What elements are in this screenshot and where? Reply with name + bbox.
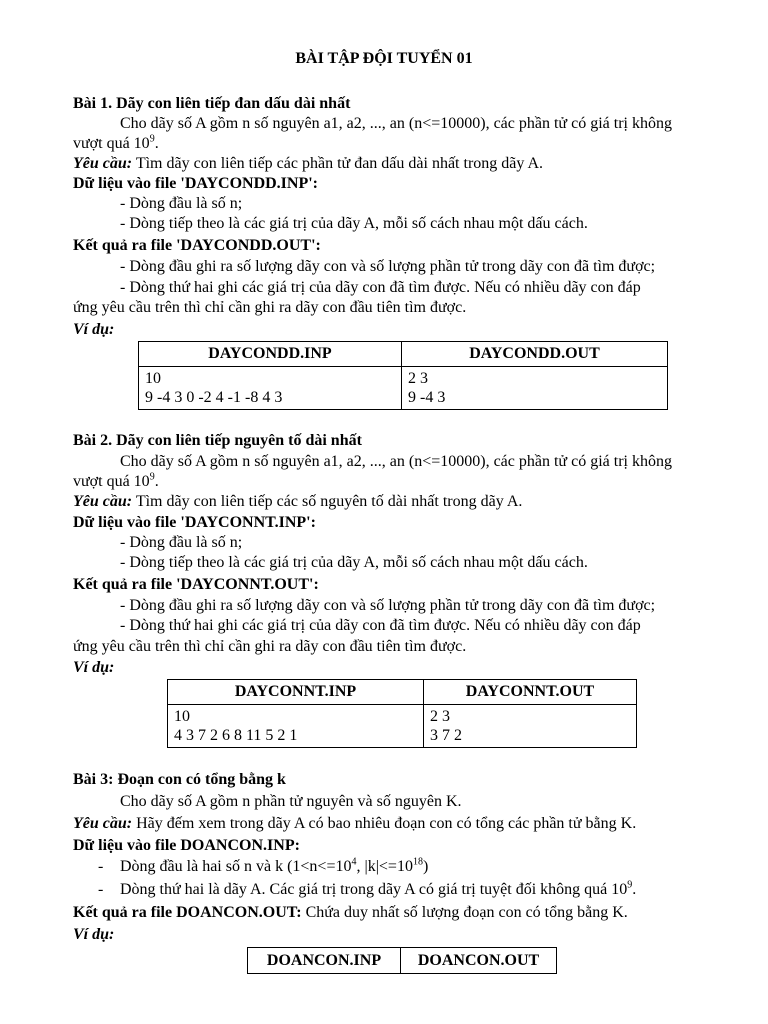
bai3-input-line1-mid: , |k|<=10 bbox=[356, 858, 413, 875]
bai3-requirement-text: Hãy đếm xem trong dãy A có bao nhiêu đoạn con có tổng các phần tử bằng K. bbox=[132, 815, 637, 832]
bai2-table-cell-inp bbox=[168, 705, 424, 748]
bai1-requirement-text: Tìm dãy con liên tiếp các phần tử đan dấu dài nhất trong dãy A. bbox=[132, 155, 544, 172]
bai2-output-line3: ứng yêu cầu trên thì chỉ cần ghi ra dãy con đầu tiên tìm được. bbox=[73, 638, 467, 655]
bai2-input-line2: - Dòng tiếp theo là các giá trị của dãy A, mỗi số cách nhau một dấu cách. bbox=[120, 554, 588, 571]
bai1-requirement-label: Yêu cầu: bbox=[73, 155, 133, 172]
bai1-requirement bbox=[73, 154, 543, 174]
bai1-input-line1: - Dòng đầu là số n; bbox=[120, 195, 243, 212]
bai2-input-line1: - Dòng đầu là số n; bbox=[120, 534, 243, 551]
bai1-desc-line2 bbox=[73, 134, 159, 154]
bai2-output-line1: - Dòng đầu ghi ra số lượng dãy con và số lượng phần tử trong dãy con đã tìm được; bbox=[120, 597, 656, 614]
bai2-example-table bbox=[167, 679, 637, 748]
bai3-requirement bbox=[73, 814, 636, 834]
bai3-input-line2 bbox=[120, 880, 636, 900]
bai2-out-line1: 2 3 bbox=[430, 708, 450, 725]
bai3-example-table bbox=[247, 947, 557, 974]
bai1-desc-line2-text: vượt quá 10 bbox=[73, 135, 150, 152]
bai2-example-label: Ví dụ: bbox=[73, 659, 115, 676]
bai2-table-header-out: DAYCONNT.OUT bbox=[424, 680, 637, 705]
bai3-output bbox=[73, 903, 628, 923]
bai3-input-line1-exponent-n: 4 bbox=[351, 856, 357, 868]
bai3-example-label: Ví dụ: bbox=[73, 926, 115, 943]
bai3-table-header-inp: DOANCON.INP bbox=[248, 948, 401, 974]
bai3-heading: Bài 3: Đoạn con có tổng bằng k bbox=[73, 771, 286, 788]
bai2-desc-line2-text: vượt quá 10 bbox=[73, 473, 150, 490]
bai1-desc-line1: Cho dãy số A gồm n số nguyên a1, a2, ..., an (n<=10000), các phần tử có giá trị không bbox=[120, 115, 672, 132]
bai2-desc-line2-exponent: 9 bbox=[149, 471, 155, 483]
bai2-out-line2: 3 7 2 bbox=[430, 727, 462, 744]
bai2-table-cell-out bbox=[424, 705, 637, 748]
bai1-output-line1: - Dòng đầu ghi ra số lượng dãy con và số lượng phần tử trong dãy con đã tìm được; bbox=[120, 258, 656, 275]
bai3-table-header-out: DOANCON.OUT bbox=[401, 948, 557, 974]
bai2-output-heading: Kết quả ra file 'DAYCONNT.OUT': bbox=[73, 576, 319, 593]
bai1-table-header-inp: DAYCONDD.INP bbox=[139, 342, 402, 367]
bai1-out-line1: 2 3 bbox=[408, 370, 428, 387]
bai3-bullet-dash-1: - bbox=[98, 858, 104, 875]
bai1-example-table bbox=[138, 341, 668, 410]
bai3-input-line2-exponent: 9 bbox=[627, 879, 633, 891]
bai1-table-cell-inp bbox=[139, 367, 402, 410]
bai2-heading: Bài 2. Dãy con liên tiếp nguyên tố dài nhất bbox=[73, 432, 362, 449]
bai2-desc-line2 bbox=[73, 472, 159, 492]
bai1-inp-line1: 10 bbox=[145, 370, 161, 387]
bai1-output-line3: ứng yêu cầu trên thì chỉ cần ghi ra dãy con đầu tiên tìm được. bbox=[73, 299, 467, 316]
bai3-input-heading: Dữ liệu vào file DOANCON.INP: bbox=[73, 837, 300, 854]
bai3-input-line2-text: Dòng thứ hai là dãy A. Các giá trị trong dãy A có giá trị tuyệt đối không quá 10 bbox=[120, 881, 628, 898]
bai2-requirement-text: Tìm dãy con liên tiếp các số nguyên tố dài nhất trong dãy A. bbox=[132, 493, 523, 510]
bai1-input-heading: Dữ liệu vào file 'DAYCONDD.INP': bbox=[73, 175, 318, 192]
bai2-input-heading: Dữ liệu vào file 'DAYCONNT.INP': bbox=[73, 514, 316, 531]
bai3-bullet-dash-2: - bbox=[98, 881, 104, 898]
bai1-heading: Bài 1. Dãy con liên tiếp đan dấu dài nhất bbox=[73, 95, 351, 112]
bai3-output-text: Chứa duy nhất số lượng đoạn con có tổng bằng K. bbox=[301, 904, 628, 921]
bai3-output-heading: Kết quả ra file DOANCON.OUT: bbox=[73, 904, 302, 921]
bai1-table-header-out: DAYCONDD.OUT bbox=[402, 342, 668, 367]
bai3-input-line2-end: . bbox=[632, 881, 637, 898]
bai2-desc-line1: Cho dãy số A gồm n số nguyên a1, a2, ..., an (n<=10000), các phần tử có giá trị không bbox=[120, 453, 672, 470]
bai1-table-cell-out bbox=[402, 367, 668, 410]
bai1-desc-line2-exponent: 9 bbox=[149, 133, 155, 145]
bai3-desc-line1: Cho dãy số A gồm n phần tử nguyên và số nguyên K. bbox=[120, 793, 462, 810]
bai3-requirement-label: Yêu cầu: bbox=[73, 815, 133, 832]
bai3-input-line1-exponent-k: 18 bbox=[412, 856, 423, 868]
bai2-table-header-inp: DAYCONNT.INP bbox=[168, 680, 424, 705]
bai1-input-line2: - Dòng tiếp theo là các giá trị của dãy A, mỗi số cách nhau một dấu cách. bbox=[120, 215, 588, 232]
bai2-inp-line1: 10 bbox=[174, 708, 190, 725]
bai1-inp-line2: 9 -4 3 0 -2 4 -1 -8 4 3 bbox=[145, 389, 283, 406]
bai3-input-line1 bbox=[120, 857, 428, 877]
bai1-example-label: Ví dụ: bbox=[73, 321, 115, 338]
bai2-requirement bbox=[73, 492, 522, 512]
bai1-desc-line2-end: . bbox=[154, 135, 159, 152]
bai2-desc-line2-end: . bbox=[154, 473, 159, 490]
bai1-output-line2: - Dòng thứ hai ghi các giá trị của dãy con đã tìm được. Nếu có nhiều dãy con đáp bbox=[120, 279, 641, 296]
bai2-requirement-label: Yêu cầu: bbox=[73, 493, 133, 510]
bai1-out-line2: 9 -4 3 bbox=[408, 389, 446, 406]
bai3-input-line1-end: ) bbox=[422, 858, 429, 875]
page-title: BÀI TẬP ĐỘI TUYỂN 01 bbox=[295, 50, 473, 67]
bai3-input-line1-text: Dòng đầu là hai số n và k (1<n<=10 bbox=[120, 858, 352, 875]
bai1-output-heading: Kết quả ra file 'DAYCONDD.OUT': bbox=[73, 237, 321, 254]
bai2-inp-line2: 4 3 7 2 6 8 11 5 2 1 bbox=[174, 727, 298, 744]
bai2-output-line2: - Dòng thứ hai ghi các giá trị của dãy con đã tìm được. Nếu có nhiều dãy con đáp bbox=[120, 617, 641, 634]
